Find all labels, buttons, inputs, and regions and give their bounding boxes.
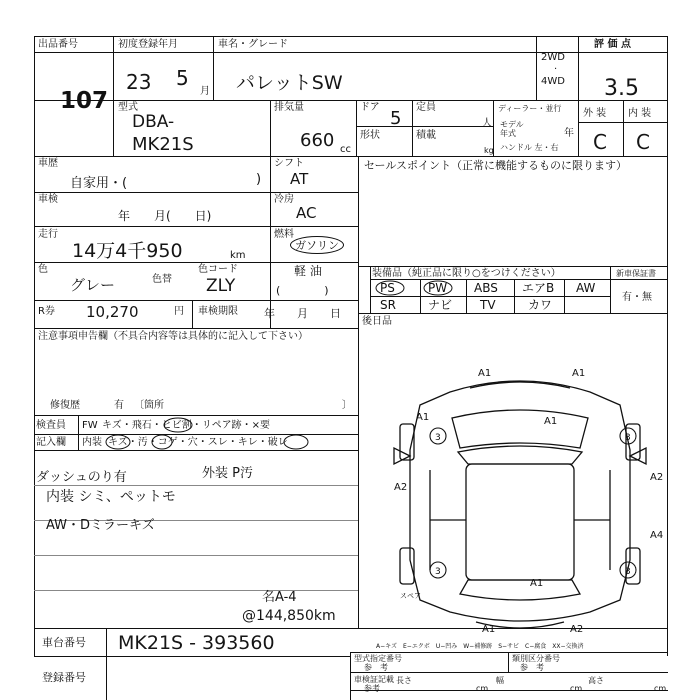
exterior-grade: C xyxy=(593,130,607,154)
damage-right-door: A2 xyxy=(650,472,664,483)
shift-label: シフト xyxy=(274,158,304,169)
doors-label: ドア xyxy=(360,102,380,113)
drive-4wd-label: 4WD xyxy=(541,76,565,87)
certificate-label: 車検証記載 xyxy=(354,675,394,684)
svg-text:3: 3 xyxy=(625,567,631,577)
exterior-label: 外 装 xyxy=(583,108,607,119)
class-number-label: 類別区分番号 xyxy=(512,654,560,663)
length-unit: cm xyxy=(476,684,489,693)
model-label: 型式 xyxy=(118,102,138,113)
owner-label: 車歴 xyxy=(38,158,58,169)
mileage-label: 走行 xyxy=(38,229,58,240)
handle-label: ハンドル 左・右 xyxy=(500,143,559,152)
equip-airbag: エアB xyxy=(522,281,555,295)
equip-pw: PW xyxy=(428,281,448,295)
color-change-label: 色替 xyxy=(152,274,172,285)
chassis-number: MK21S - 393560 xyxy=(118,632,275,654)
displacement: 660 xyxy=(300,130,335,151)
damage-front-right: A1 xyxy=(572,368,586,379)
fuel-diesel: 軽 油 xyxy=(294,264,322,278)
yen-unit: 円 xyxy=(174,306,184,317)
fuel-label: 燃料 xyxy=(274,229,294,240)
inspector-fw-options: キズ・飛石・ヒビ割・リペア跡・×要 xyxy=(102,420,270,431)
drive-separator: · xyxy=(554,64,558,75)
owner-type: 自家用・( xyxy=(70,176,128,191)
ac-label: 冷房 xyxy=(274,194,294,205)
new-car-warranty-label: 新車保証書 xyxy=(616,269,656,278)
width-label: 幅 xyxy=(496,676,504,685)
month-unit: 月 xyxy=(200,86,210,97)
equip-sr: SR xyxy=(380,298,396,312)
note-exterior: 外装 P汚 xyxy=(202,466,253,481)
svg-text:3: 3 xyxy=(435,567,441,577)
fuel-gasoline-circled: ガソリン xyxy=(290,236,344,254)
recycle-amount: 10,270 xyxy=(86,303,139,321)
inspector-interior-head: 内装 xyxy=(82,437,102,448)
damage-rear-glass: A1 xyxy=(530,578,544,589)
color-value: グレー xyxy=(70,276,116,294)
repair-location-close: 〕 xyxy=(342,400,352,411)
damage-front-left: A1 xyxy=(478,368,492,379)
length-label: 長さ xyxy=(396,676,412,685)
spare-label: スペア xyxy=(400,592,421,600)
svg-text:3: 3 xyxy=(625,433,631,443)
recycle-label: R券 xyxy=(38,306,55,317)
drive-2wd-label: 2WD xyxy=(541,52,565,63)
inspector-entry-label: 記入欄 xyxy=(36,437,66,448)
height-label: 高さ xyxy=(588,676,604,685)
fuel-other: ( ) xyxy=(276,284,329,297)
damage-left-fender: A1 xyxy=(416,412,430,423)
color-code: ZLY xyxy=(206,276,236,296)
cc-unit: cc xyxy=(340,144,351,155)
ref-2: 参 考 xyxy=(520,663,544,672)
interior-label: 内 装 xyxy=(628,108,652,119)
damage-right-rear: A4 xyxy=(650,530,664,541)
equip-navi: ナビ xyxy=(428,298,453,312)
model-code: MK21S xyxy=(132,134,194,155)
lot-number-label: 出品番号 xyxy=(38,39,78,50)
equipment-circles xyxy=(372,279,472,297)
registration-month: 5 xyxy=(176,66,189,90)
interior-grade: C xyxy=(636,130,650,154)
damage-rear-right: A2 xyxy=(570,624,584,635)
type-designation-label: 型式指定番号 xyxy=(354,654,402,663)
shape-label: 形状 xyxy=(360,130,380,141)
damage-hood: A1 xyxy=(544,416,558,427)
capacity-unit: 人 xyxy=(482,118,492,129)
owner-close: ) xyxy=(256,172,262,187)
width-unit: cm xyxy=(570,684,583,693)
expiry-date: 年 月 日 xyxy=(264,307,341,320)
lot-number: 107 xyxy=(60,88,109,114)
equip-tv: TV xyxy=(480,298,496,312)
model-year-label: モデル年式 xyxy=(500,120,524,138)
car-damage-diagram xyxy=(380,360,670,650)
note-dash: ダッシュのり有 xyxy=(36,470,127,485)
equip-leather: カワ xyxy=(528,298,553,312)
displacement-label: 排気量 xyxy=(274,102,304,113)
dealer-label: ディーラー・並行 xyxy=(498,104,562,113)
damage-rear-left: A1 xyxy=(482,624,496,635)
new-car-warranty-value: 有・無 xyxy=(622,292,652,303)
rear-items-label: 後日品 xyxy=(362,316,392,327)
equip-aw: AW xyxy=(576,281,596,295)
mileage: 14万4千950 xyxy=(72,240,183,262)
car-name: パレットSW xyxy=(236,72,343,94)
inspection-label: 車検 xyxy=(38,194,58,205)
car-name-label: 車名・グレード xyxy=(218,39,288,50)
notes-label: 注意事項申告欄（不具合内容等は具体的に記入して下さい） xyxy=(38,331,308,342)
height-unit: cm xyxy=(654,684,667,693)
year-unit: 年 xyxy=(564,128,574,139)
kg-unit: kg xyxy=(484,146,494,155)
load-label: 積載 xyxy=(416,130,436,141)
repair-location: 〔箇所 xyxy=(134,400,164,411)
model-prefix: DBA- xyxy=(132,112,175,132)
registration-label: 登録番号 xyxy=(42,671,86,684)
inspector-interior-options: キズ・汚・コゲ・穴・スレ・キレ・破レ xyxy=(108,437,288,448)
chassis-label: 車台番号 xyxy=(42,636,86,649)
capacity-label: 定員 xyxy=(416,102,436,113)
color-code-label: 色コード xyxy=(198,264,238,275)
inspection-date: 年 月( 日) xyxy=(118,209,212,223)
inspector-circles xyxy=(100,416,360,450)
shift-value: AT xyxy=(290,170,309,188)
inspector-fw-head: FW xyxy=(82,420,98,431)
repair-history-label: 修復歴 xyxy=(50,400,80,411)
repair-history-value: 有 xyxy=(114,400,124,411)
note-inspector: 名A-4 xyxy=(262,590,297,605)
registration-year: 23 xyxy=(126,70,152,94)
ref-3: 参考 xyxy=(364,684,380,693)
expiry-label: 車検期限 xyxy=(198,306,238,317)
overall-rating: 3.5 xyxy=(604,76,639,101)
color-label: 色 xyxy=(38,264,48,275)
inspector-label: 検査員 xyxy=(36,420,66,431)
equipment-title: 装備品（純正品に限り○をつけください） xyxy=(372,268,561,279)
first-registration-label: 初度登録年月 xyxy=(118,39,178,50)
note-aw: AW・Dミラーキズ xyxy=(46,518,155,533)
damage-legend: A−キズ E−エクボ U−凹み W−補修跡 S−サビ C−腐食 XX−交換済 xyxy=(376,643,584,650)
ac-value: AC xyxy=(296,204,317,222)
damage-left-door: A2 xyxy=(394,482,408,493)
doors: 5 xyxy=(390,108,402,129)
note-mileage: @144,850km xyxy=(242,608,336,624)
note-interior: 内装 シミ、ペットモ xyxy=(46,489,176,505)
sales-point-label: セールスポイント（正常に機能するものに限ります） xyxy=(364,159,628,172)
svg-text:3: 3 xyxy=(435,433,441,443)
rating-label: 評 価 点 xyxy=(594,39,631,50)
equip-ps: PS xyxy=(380,281,395,295)
equip-abs: ABS xyxy=(474,281,498,295)
ref-1: 参 考 xyxy=(364,663,388,672)
km-unit: km xyxy=(230,250,246,261)
